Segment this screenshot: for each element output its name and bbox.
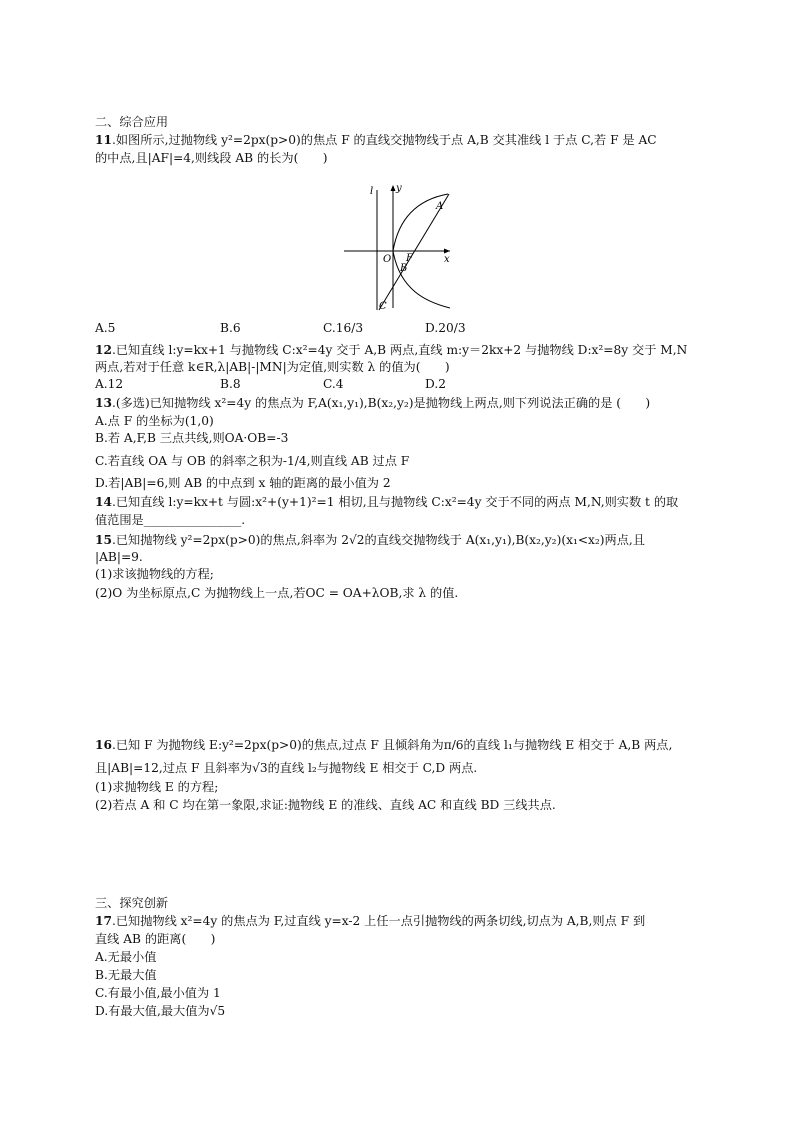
option-c[interactable]: C.若直线 OA 与 OB 的斜率之积为-1/4,则直线 AB 过点 F (95, 454, 410, 468)
question-text: |AB|=9. (95, 550, 143, 564)
question-text: 且|AB|=12,过点 F 且斜率为√3的直线 l₂与抛物线 E 相交于 C,D 两点. (95, 761, 478, 775)
question-number: 11 (95, 133, 112, 147)
x-axis-arrow (444, 249, 450, 254)
question-text: .如图所示,过抛物线 y²=2px(p>0)的焦点 F 的直线交抛物线于点 A,B 交其准线 l 于点 C,若 F 是 AC (111, 133, 657, 147)
label-l: l (370, 186, 374, 197)
question-text: .已知直线 l:y=kx+t 与圆:x²+(y+1)²=1 相切,且与抛物线 C:x²=4y 交于不同的两点 M,N,则实数 t 的取 (111, 495, 679, 509)
y-axis-arrow (391, 185, 396, 191)
sub-question-1: (1)求抛物线 E 的方程; (95, 780, 219, 794)
question-number: 14 (95, 495, 112, 509)
option-a[interactable]: A.点 F 的坐标为(1,0) (95, 414, 214, 428)
option-c[interactable]: C.16/3 (323, 321, 364, 335)
option-c[interactable]: C.有最小值,最小值为 1 (95, 986, 221, 1000)
question-number: 17 (95, 914, 112, 928)
option-c[interactable]: C.4 (323, 377, 344, 391)
question-text: .(多选)已知抛物线 x²=4y 的焦点为 F,A(x₁,y₁),B(x₂,y₂)是抛物线上两点,则下列说法正确的是 ( ) (111, 396, 651, 410)
label-C: C (379, 301, 387, 312)
question-text: 的中点,且|AF|=4,则线段 AB 的长为( ) (95, 151, 328, 165)
sub-question-2: (2)O 为坐标原点,C 为抛物线上一点,若OC = OA+λOB,求 λ 的值. (95, 586, 459, 600)
option-a[interactable]: A.无最小值 (95, 950, 157, 964)
question-number: 12 (95, 343, 112, 357)
option-d[interactable]: D.有最大值,最大值为√5 (95, 1004, 226, 1018)
question-text: 直线 AB 的距离( ) (95, 932, 216, 946)
question-number: 16 (95, 738, 112, 752)
question-number: 15 (95, 533, 112, 547)
question-text: .已知 F 为抛物线 E:y²=2px(p>0)的焦点,过点 F 且倾斜角为π/6的直线 l₁与抛物线 E 相交于 A,B 两点, (111, 738, 673, 752)
option-b[interactable]: B.无最大值 (95, 968, 157, 982)
answer-blank[interactable]: 值范围是________________. (95, 513, 246, 527)
question-text: .已知抛物线 y²=2px(p>0)的焦点,斜率为 2√2的直线交抛物线于 A(x₁,y₁),B(x₂,y₂)(x₁<x₂)两点,且 (111, 533, 645, 547)
sub-question-1: (1)求该抛物线的方程; (95, 567, 214, 581)
option-a[interactable]: A.12 (95, 377, 124, 391)
label-O: O (383, 254, 392, 265)
option-b[interactable]: B.8 (220, 377, 241, 391)
label-B: B (400, 263, 408, 274)
option-b[interactable]: B.若 A,F,B 三点共线,则OA·OB=-3 (95, 431, 289, 445)
label-x: x (444, 254, 450, 265)
question-number: 13 (95, 396, 112, 410)
option-a[interactable]: A.5 (95, 321, 116, 335)
option-d[interactable]: D.20/3 (425, 321, 466, 335)
question-text: .已知直线 l:y=kx+1 与抛物线 C:x²=4y 交于 A,B 两点,直线 m:y＝2kx+2 与抛物线 D:x²=8y 交于 M,N (111, 343, 688, 357)
label-A: A (436, 201, 444, 212)
question-text: .已知抛物线 x²=4y 的焦点为 F,过直线 y=x-2 上任一点引抛物线的两条切线,切点为 A,B,则点 F 到 (111, 914, 646, 928)
section-3-title: 三、探究创新 (95, 896, 169, 910)
label-F: F (406, 253, 413, 264)
option-d[interactable]: D.若|AB|=6,则 AB 的中点到 x 轴的距离的最小值为 2 (95, 476, 391, 490)
parabola-figure (338, 180, 458, 315)
option-d[interactable]: D.2 (425, 377, 446, 391)
label-y: y (396, 183, 402, 194)
question-text: 两点,若对于任意 k∈R,λ|AB|-|MN|为定值,则实数 λ 的值为( ) (95, 360, 450, 374)
section-2-title: 二、综合应用 (95, 115, 169, 129)
sub-question-2: (2)若点 A 和 C 均在第一象限,求证:抛物线 E 的准线、直线 AC 和直线 BD 三线共点. (95, 798, 556, 812)
option-b[interactable]: B.6 (220, 321, 241, 335)
